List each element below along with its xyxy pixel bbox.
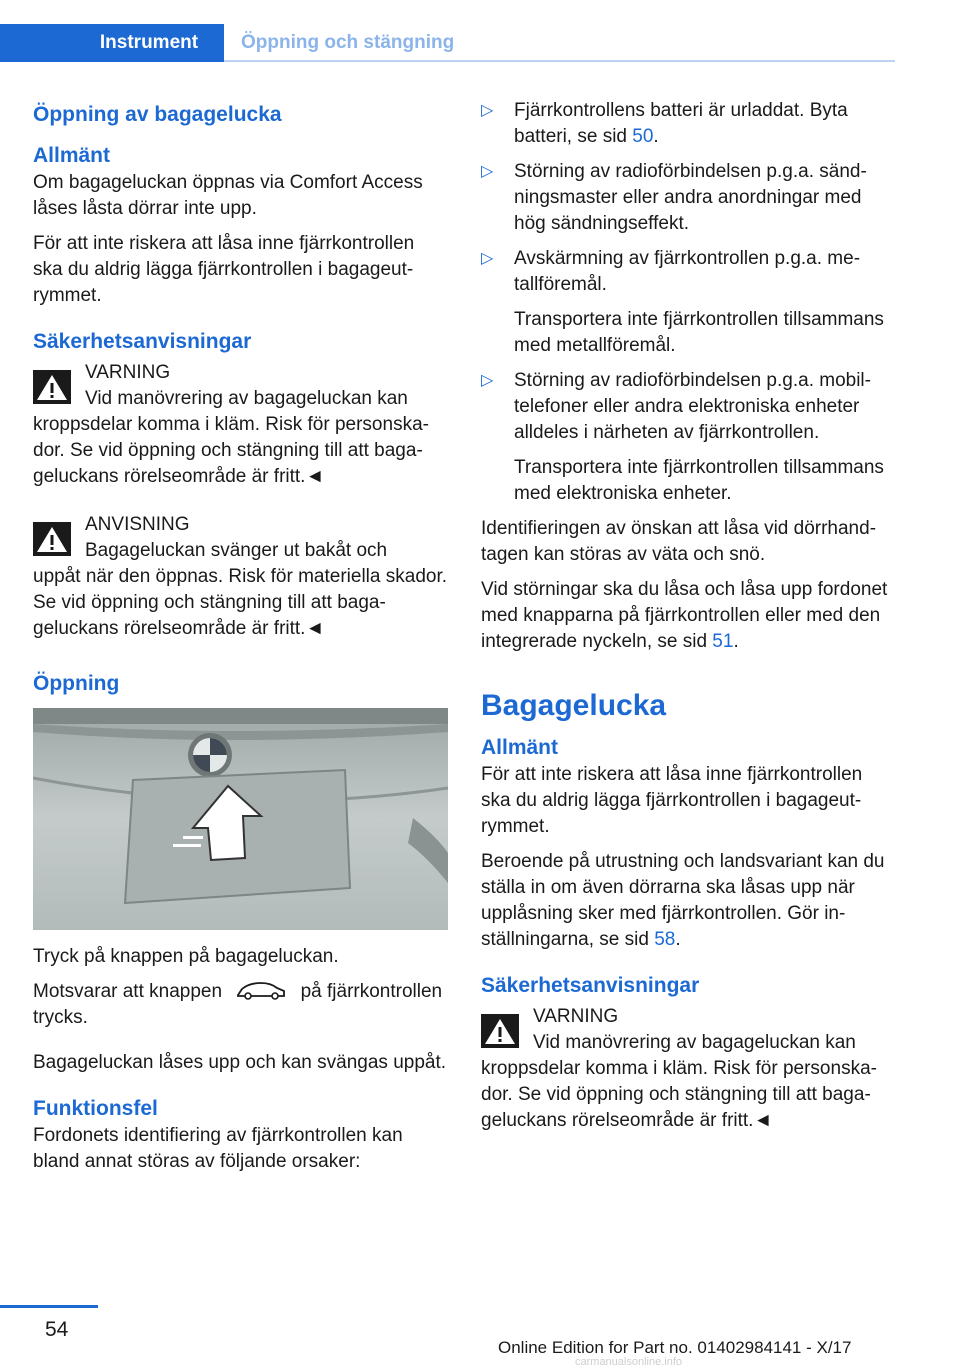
- malfunction-causes-list: [481, 98, 895, 507]
- heading-opening: Öppning: [33, 672, 120, 695]
- notice-title: ANVISNING: [85, 514, 190, 535]
- page-header: [0, 24, 895, 62]
- list-item-note: Transportera inte fjärrkontrollen tillsammans med metallföremål.: [514, 309, 884, 356]
- warning-text-first: Vid manövrering av bagageluckan kan: [533, 1032, 856, 1053]
- paragraph-unlock: Bagageluckan låses upp och kan svängas uppåt.: [33, 1052, 447, 1073]
- warning-box: [481, 1004, 895, 1134]
- paragraph-malfunction: Fordonets identifiering av fjärrkontrollen kan bland annat störas av följande orsaker:: [33, 1125, 403, 1172]
- heading-safety: Säkerhetsanvisningar: [33, 330, 252, 353]
- corresponds-after: på fjärrkontrollen trycks.: [33, 981, 443, 1028]
- notice-text-first: Bagageluckan svänger ut bakåt och: [85, 540, 388, 561]
- triangle-right-bullet-icon: ▷: [481, 372, 494, 389]
- tab-instrument-label: Instrument: [99, 32, 199, 53]
- paragraph-lock-in: För att inte riskera att låsa inne fjärrkontrollen ska du aldrig lägga fjärrkontrollen i bagageutrymmet.: [33, 233, 415, 306]
- triangle-right-bullet-icon: ▷: [481, 102, 494, 119]
- paragraph-lock-in: För att inte riskera att låsa inne fjärrkontrollen ska du aldrig lägga fjärrkontrollen i bagageutrymmet.: [481, 764, 863, 837]
- triangle-right-bullet-icon: ▷: [481, 163, 494, 180]
- warning-triangle-icon: [481, 1014, 519, 1048]
- section-title-trunk-lid: Bagagelucka: [481, 689, 667, 722]
- page-link-50[interactable]: 50: [632, 126, 654, 147]
- list-item-note: Transportera inte fjärrkontrollen tillsammans med elektroniska enheter.: [514, 457, 884, 504]
- warning-triangle-icon: [33, 370, 71, 404]
- list-item: ▷ Störning av radioförbindelsen p.g.a. mobiltelefoner eller andra elektroniska enheter alldeles i närheten av fjärrkontrollen. Transportera inte fjärrkontrollen tillsammans med elektroniska enheter.: [481, 368, 895, 507]
- watermark-text: carmanualsonline.info: [575, 1356, 683, 1368]
- footer-rule: [0, 1305, 98, 1308]
- paragraph-identification: Identifieringen av önskan att låsa vid dörrhandtagen kan störas av väta och snö.: [481, 518, 877, 565]
- warning-text-rest: kroppsdelar komma i kläm. Risk för personskador. Se vid öppning och stängning till att bagageluckans rörelseområde är fritt.◄: [481, 1058, 877, 1131]
- page-number: 54: [45, 1318, 69, 1341]
- heading-general: Allmänt: [33, 144, 111, 167]
- paragraph-press-button: Tryck på knappen på bagageluckan.: [33, 946, 339, 967]
- page-link-51[interactable]: 51: [712, 631, 734, 652]
- list-item: ▷ Avskärmning av fjärrkontrollen p.g.a. metallföremål. Transportera inte fjärrkontrollen tillsammans med metallföremål.: [481, 246, 895, 359]
- paragraph-fault-lock: Vid störningar ska du låsa och låsa upp fordonet med knapparna på fjärrkontrollen eller med den integrerade nyckeln, se sid 51.: [481, 579, 888, 652]
- tab-opening-closing[interactable]: Öppning och stängning: [241, 32, 455, 53]
- paragraph-corresponds: [33, 979, 448, 1031]
- warning-title: VARNING: [533, 1006, 619, 1027]
- warning-box: [33, 360, 448, 490]
- paragraph-comfort-access: Om bagageluckan öppnas via Comfort Access låses låsta dörrar inte upp.: [33, 172, 423, 219]
- corresponds-before: Motsvarar att knappen: [33, 981, 223, 1002]
- section-title-trunk-opening: Öppning av bagagelucka: [33, 103, 282, 126]
- header-divider: [224, 60, 895, 62]
- edition-text: Online Edition for Part no. 01402984141 - X/17: [498, 1338, 852, 1357]
- left-column: [33, 98, 448, 1184]
- right-column: [481, 98, 895, 1142]
- page-link-58[interactable]: 58: [654, 929, 676, 950]
- heading-safety: Säkerhetsanvisningar: [481, 974, 700, 997]
- paragraph-equipment-variant: Beroende på utrustning och landsvariant kan du ställa in om även dörrarna ska låsas upp när upplåsning sker med fjärrkontrollen. Gör inställningarna, se sid 58.: [481, 851, 885, 950]
- heading-general: Allmänt: [481, 736, 559, 759]
- notice-text-rest: uppåt när den öppnas. Risk för materiella skador. Se vid öppning och stängning till att bagageluckans rörelseområde är fritt.◄: [33, 566, 448, 639]
- heading-malfunction: Funktionsfel: [33, 1097, 158, 1120]
- warning-title: VARNING: [85, 362, 171, 383]
- notice-box: [33, 512, 448, 642]
- tab-instrument[interactable]: [0, 24, 224, 62]
- list-item: ▷ Fjärrkontrollens batteri är urladdat. Byta batteri, se sid 50.: [481, 100, 848, 147]
- warning-text-first: Vid manövrering av bagageluckan kan: [85, 388, 408, 409]
- warning-text-rest: kroppsdelar komma i kläm. Risk för personskador. Se vid öppning och stängning till att bagageluckans rörelseområde är fritt.◄: [33, 414, 429, 487]
- trunk-button-photo: [33, 708, 448, 930]
- list-item: ▷ Störning av radioförbindelsen p.g.a. sändningsmaster eller andra anordningar med hög sändningseffekt.: [481, 161, 867, 234]
- car-trunk-icon: [235, 979, 287, 1001]
- triangle-right-bullet-icon: ▷: [481, 250, 494, 267]
- warning-triangle-icon: [33, 522, 71, 556]
